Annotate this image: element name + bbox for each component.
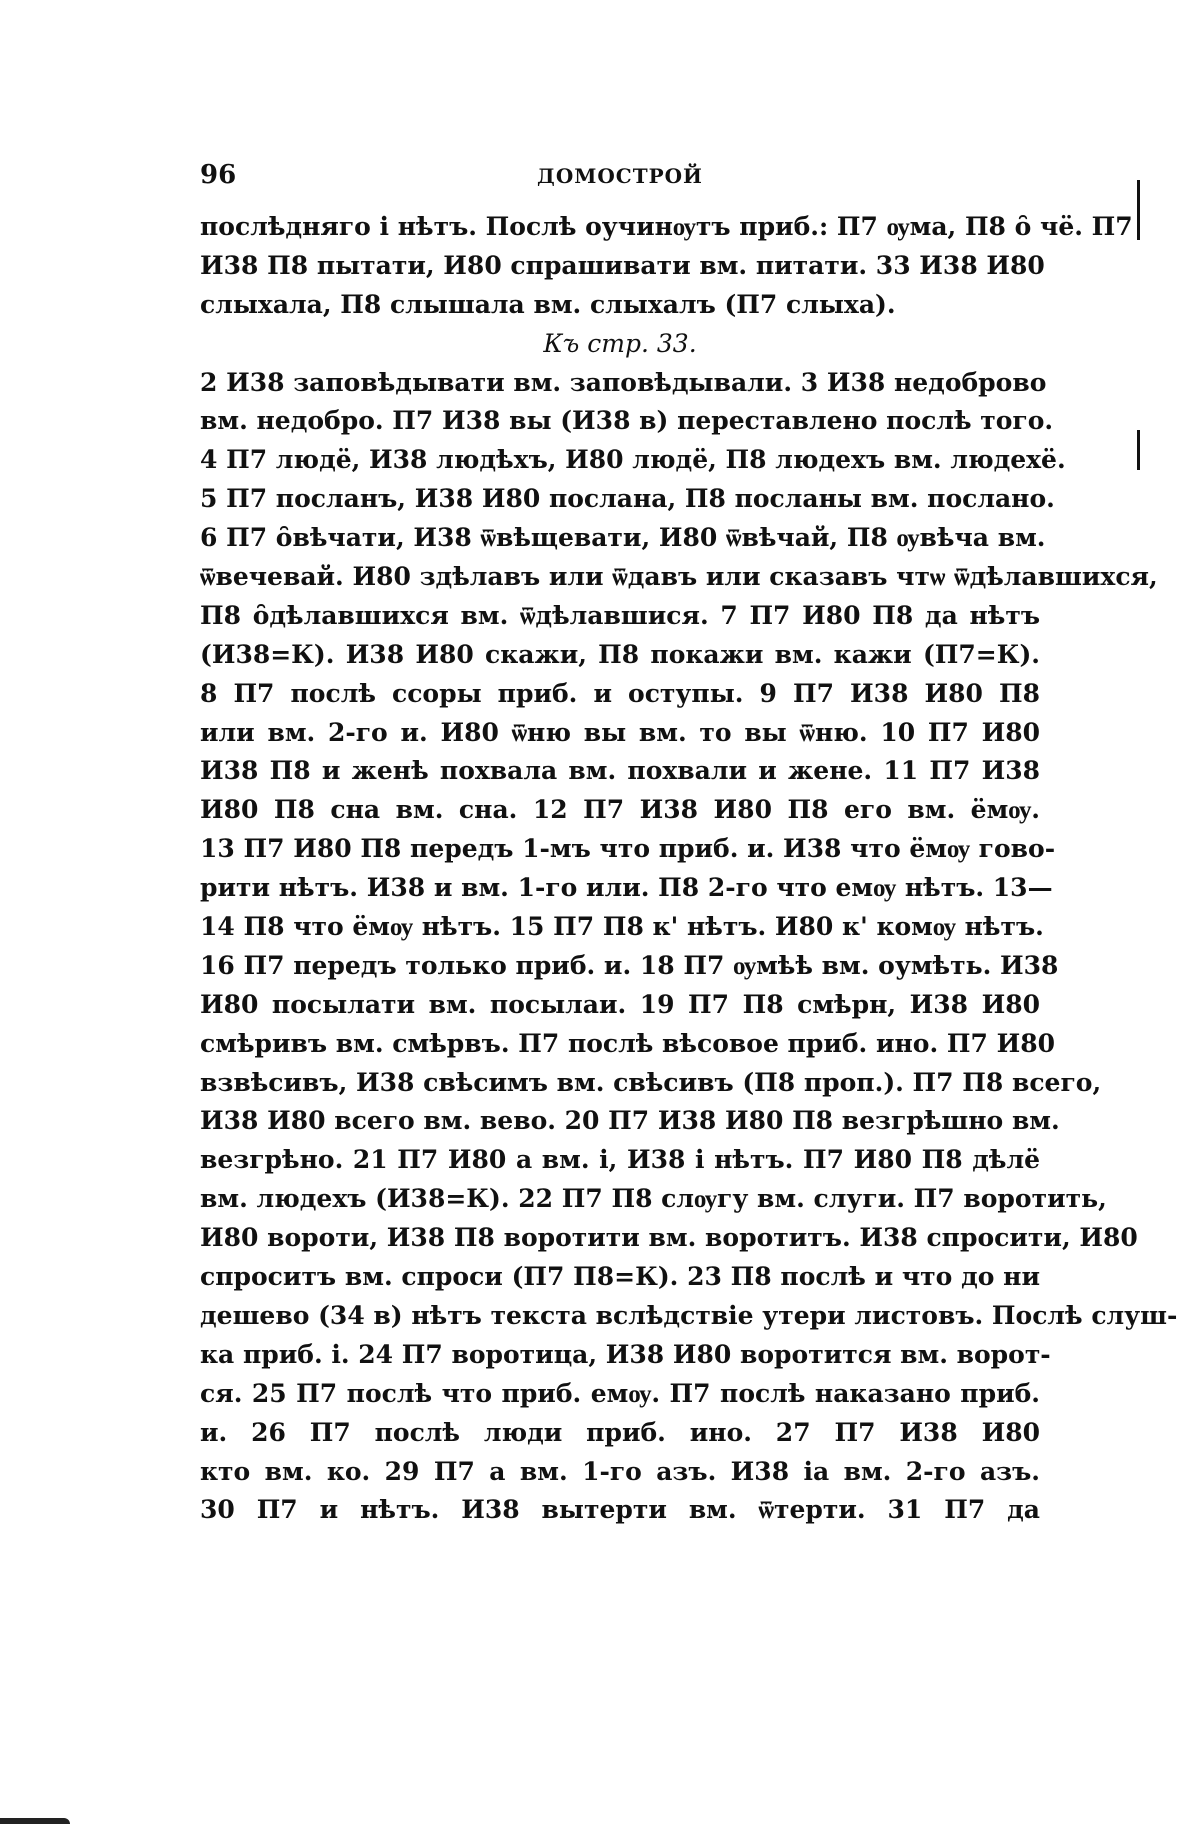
text-line: 5 П7 посланъ, И38 И80 послана, П8 посланы вм. послано.: [200, 484, 1055, 514]
text-line: и. 26 П7 послѣ люди приб. ино. 27 П7 И38 И80: [200, 1417, 1040, 1447]
text-line: или вм. 2-го и. И80 ѿню вы вм. то вы ѿню. 10 П7 И80: [200, 717, 1040, 747]
text-line: 30 П7 и нѣтъ. И38 вытерти вм. ѿтерти. 31 П7 да: [200, 1495, 1040, 1525]
text-line: 16 П7 передъ только приб. и. 18 П7 ѹмѣѣ вм. оумѣть. И38: [200, 950, 1059, 980]
text-line: 4 П7 людё, И38 людѣхъ, И80 людё, П8 людехъ вм. людехё.: [200, 445, 1066, 475]
page-number: 96: [200, 160, 237, 190]
text-line: 2 И38 заповѣдывати вм. заповѣдывали. 3 И38 недоброво: [200, 367, 1047, 397]
text-line: вм. недобро. П7 И38 вы (И38 в) переставлено послѣ того.: [200, 406, 1054, 436]
text-line: послѣдняго і нѣтъ. Послѣ оучинѹтъ приб.: П7 ѹма, П8 ȏ чё. П7: [200, 212, 1133, 241]
section-heading: Къ стр. 33.: [543, 328, 697, 358]
text-line: слыхала, П8 слышала вм. слыхалъ (П7 слыха).: [200, 289, 896, 319]
scan-corner-mark: [0, 1818, 70, 1824]
text-line: 8 П7 послѣ ссоры приб. и оступы. 9 П7 И38 И80 П8: [200, 678, 1040, 708]
text-line: вм. людехъ (И38=К). 22 П7 П8 слѹгу вм. слуги. П7 воротить,: [200, 1184, 1107, 1214]
text-line: ся. 25 П7 послѣ что приб. емѹ. П7 послѣ наказано приб.: [200, 1378, 1040, 1408]
text-line: рити нѣтъ. И38 и вм. 1-го или. П8 2-го что емѹ нѣтъ. 13—: [200, 873, 1053, 903]
text-line: кто вм. ко. 29 П7 а вм. 1-го азъ. И38 іа вм. 2-го азъ.: [200, 1456, 1040, 1486]
running-title: ДОМОСТРОЙ: [537, 164, 703, 188]
scan-edge-mark: [1137, 180, 1140, 240]
text-line: смѣривъ вм. смѣрвъ. П7 послѣ вѣсовое приб. ино. П7 И80: [200, 1028, 1055, 1058]
text-line: 13 П7 И80 П8 передъ 1-мъ что приб. и. И38 что ёмѹ гово-: [200, 834, 1056, 864]
text-line: ка приб. і. 24 П7 воротица, И38 И80 воротится вм. ворот-: [200, 1339, 1051, 1369]
text-line: И80 П8 сна вм. сна. 12 П7 И38 И80 П8 его вм. ёмѹ.: [200, 795, 1040, 825]
text-line: дешево (34 в) нѣтъ текста вслѣдствіе утери листовъ. Послѣ слуш-: [200, 1300, 1177, 1330]
text-line: взвѣсивъ, И38 свѣсимъ вм. свѣсивъ (П8 проп.). П7 П8 всего,: [200, 1067, 1102, 1097]
text-line: И38 П8 пытати, И80 спрашивати вм. питати. 33 И38 И80: [200, 250, 1045, 280]
text-line: П8 ȏдѣлавшихся вм. ѿдѣлавшися. 7 П7 И80 П8 да нѣтъ: [200, 600, 1040, 630]
text-line: И80 вороти, И38 П8 воротити вм. воротитъ. И38 спросити, И80: [200, 1223, 1138, 1253]
text-line: спроситъ вм. спроси (П7 П8=К). 23 П8 послѣ и что до ни: [200, 1262, 1040, 1292]
scan-edge-mark: [1137, 430, 1140, 470]
text-line: И38 И80 всего вм. вево. 20 П7 И38 И80 П8 везгрѣшно вм.: [200, 1106, 1060, 1136]
page-header: [200, 160, 1040, 200]
text-line: 14 П8 что ёмѹ нѣтъ. 15 П7 П8 к' нѣтъ. И80 к' комѹ нѣтъ.: [200, 912, 1044, 942]
text-line: И80 посылати вм. посылаи. 19 П7 П8 смѣрн, И38 И80: [200, 989, 1040, 1019]
text-line: везгрѣно. 21 П7 И80 а вм. і, И38 і нѣтъ. П7 И80 П8 дѣлё: [200, 1145, 1040, 1175]
text-line: ѿвечевай. И80 здѣлавъ или ѿдавъ или сказавъ чтѡ ѿдѣлавшихся,: [200, 562, 1158, 592]
commentary-text: [200, 208, 1177, 1530]
text-line: (И38=К). И38 И80 скажи, П8 покажи вм. кажи (П7=К).: [200, 639, 1040, 669]
text-line: 6 П7 ȏвѣчати, И38 ѿвѣщевати, И80 ѿвѣчай, П8 ѹвѣча вм.: [200, 523, 1046, 553]
text-line: И38 П8 и женѣ похвала вм. похвали и жене. 11 П7 И38: [200, 756, 1040, 786]
